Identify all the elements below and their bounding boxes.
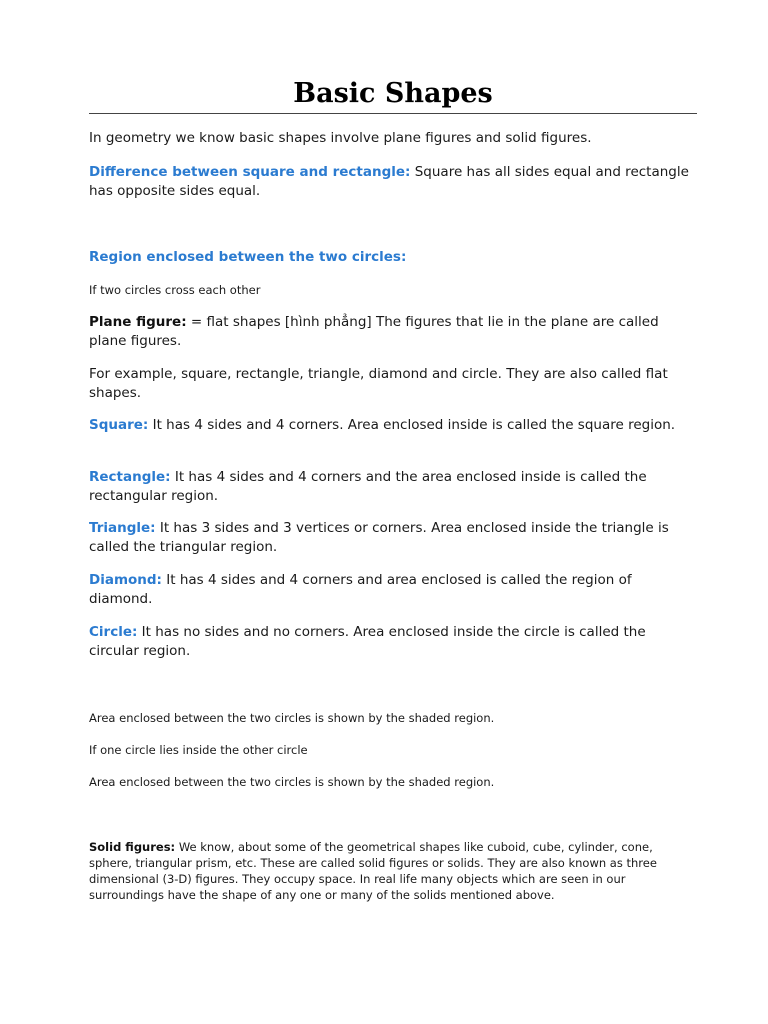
triangle-label: Triangle: — [89, 520, 156, 536]
triangle-paragraph — [89, 519, 697, 557]
plane-figure-paragraph — [89, 313, 697, 351]
difference-paragraph — [89, 163, 697, 201]
intro-paragraph: In geometry we know basic shapes involve plane figures and solid figures. — [89, 130, 592, 146]
page-title: Basic Shapes — [293, 78, 493, 109]
diamond-label: Diamond: — [89, 572, 162, 588]
inside-circle-line: If one circle lies inside the other circle — [89, 743, 308, 757]
solid-figures-label: Solid figures: — [89, 840, 176, 854]
circle-paragraph — [89, 623, 697, 661]
region-heading: Region enclosed between the two circles: — [89, 249, 407, 265]
diamond-paragraph — [89, 571, 697, 609]
rectangle-label: Rectangle: — [89, 469, 171, 485]
plane-figure-text: = flat shapes [hình phẳng] The figures that lie in the plane are called plane figures. — [89, 314, 659, 349]
square-paragraph — [89, 416, 697, 435]
title-divider — [89, 113, 697, 114]
circle-text: It has no sides and no corners. Area enclosed inside the circle is called the circular region. — [89, 624, 646, 659]
area-line-2: Area enclosed between the two circles is shown by the shaded region. — [89, 775, 495, 789]
example-paragraph: For example, square, rectangle, triangle, diamond and circle. They are also called flat shapes. — [89, 366, 668, 401]
area-line-1: Area enclosed between the two circles is shown by the shaded region. — [89, 711, 495, 725]
plane-figure-label: Plane figure: — [89, 314, 187, 330]
triangle-text: It has 3 sides and 3 vertices or corners. Area enclosed inside the triangle is called the triangular region. — [89, 520, 669, 555]
diamond-text: It has 4 sides and 4 corners and area enclosed is called the region of diamond. — [89, 572, 632, 607]
square-label: Square: — [89, 417, 149, 433]
cross-line: If two circles cross each other — [89, 283, 261, 297]
square-text: It has 4 sides and 4 corners. Area enclosed inside is called the square region. — [148, 417, 676, 433]
difference-label: Difference between square and rectangle: — [89, 164, 411, 180]
difference-text: Square has all sides equal and rectangle has opposite sides equal. — [89, 164, 689, 199]
rectangle-paragraph — [89, 468, 697, 506]
solid-figures-paragraph — [89, 839, 697, 903]
solid-figures-text: We know, about some of the geometrical shapes like cuboid, cube, cylinder, cone, sphere, triangular prism, etc. These are called solid figures or solids. They are also known as three dimensional (3-D) figures. They occupy space. In real life many objects which are seen in our surroundings have the shape of any one or many of the solids mentioned above. — [89, 840, 657, 902]
circle-label: Circle: — [89, 624, 138, 640]
rectangle-text: It has 4 sides and 4 corners and the area enclosed inside is called the rectangular region. — [89, 469, 647, 504]
